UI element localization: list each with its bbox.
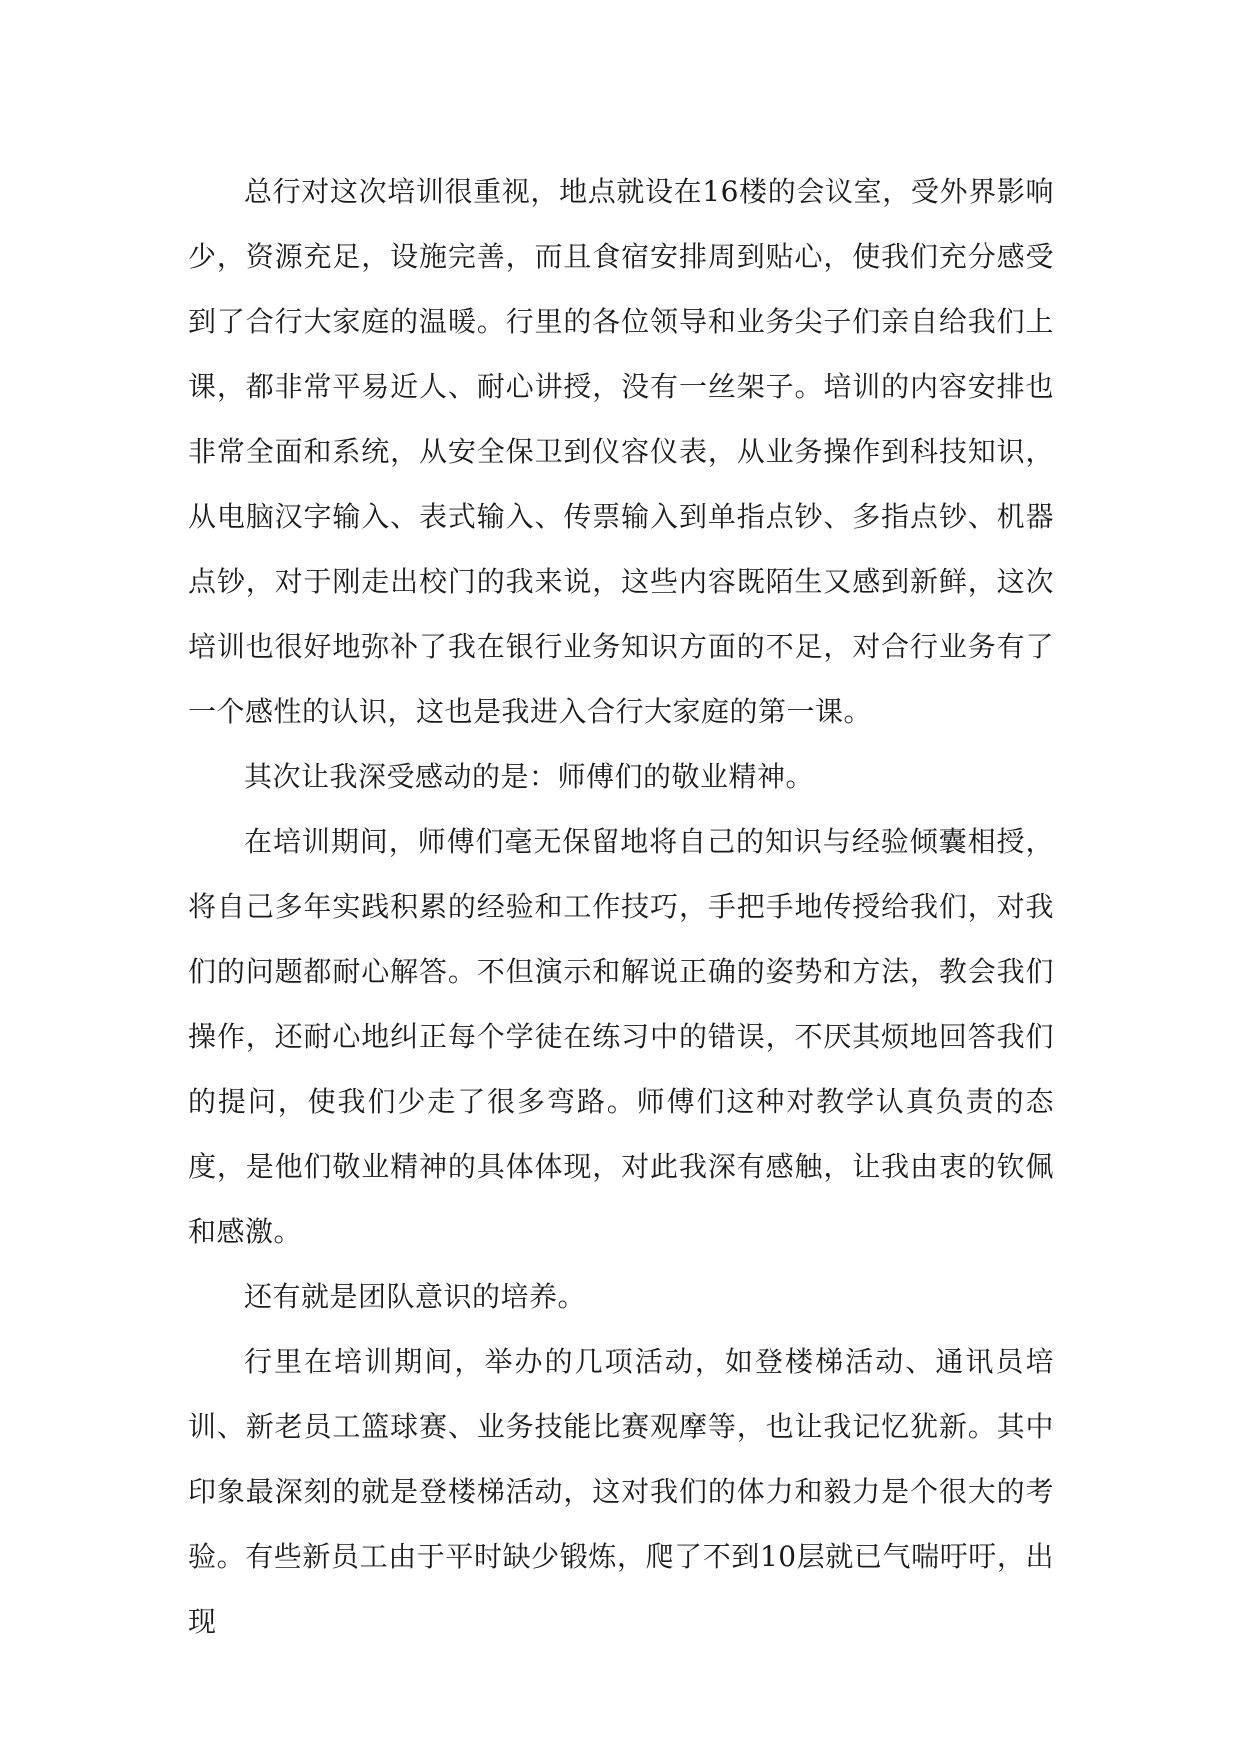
paragraph-mentors: 在培训期间，师傅们毫无保留地将自己的知识与经验倾囊相授，将自己多年实践积累的经验和工作技巧，手把手地传授给我们，对我们的问题都耐心解答。不但演示和解说正确的姿势和方法，教会我们操作，还耐心地纠正每个学徒在练习中的错误，不厌其烦地回答我们的提问，使我们少走了很多弯路。师傅们这种对教学认真负责的态度，是他们敬业精神的具体体现，对此我深有感触，让我由衷的钦佩和感激。 [188, 825, 1054, 1248]
paragraph-activities: 行里在培训期间，举办的几项活动，如登楼梯活动、通讯员培训、新老员工篮球赛、业务技能比赛观摩等，也让我记忆犹新。其中印象最深刻的就是登楼梯活动，这对我们的体力和毅力是个很大的考验。有些新员工由于平时缺少锻炼，爬了不到10层就已气喘吁吁，出现 [188, 1345, 1054, 1638]
paragraph-teamwork-heading: 还有就是团队意识的培养。 [244, 1280, 587, 1313]
document-body [188, 159, 1054, 1654]
paragraph-dedication-heading: 其次让我深受感动的是：师傅们的敬业精神。 [244, 760, 815, 793]
paragraph-training-overview: 总行对这次培训很重视，地点就设在16楼的会议室，受外界影响少，资源充足，设施完善，而且食宿安排周到贴心，使我们充分感受到了合行大家庭的温暖。行里的各位领导和业务尖子们亲自给我们上课，都非常平易近人、耐心讲授，没有一丝架子。培训的内容安排也非常全面和系统，从安全保卫到仪容仪表，从业务操作到科技知识，从电脑汉字输入、表式输入、传票输入到单指点钞、多指点钞、机器点钞，对于刚走出校门的我来说，这些内容既陌生又感到新鲜，这次培训也很好地弥补了我在银行业务知识方面的不足，对合行业务有了一个感性的认识，这也是我进入合行大家庭的第一课。 [188, 175, 1054, 728]
